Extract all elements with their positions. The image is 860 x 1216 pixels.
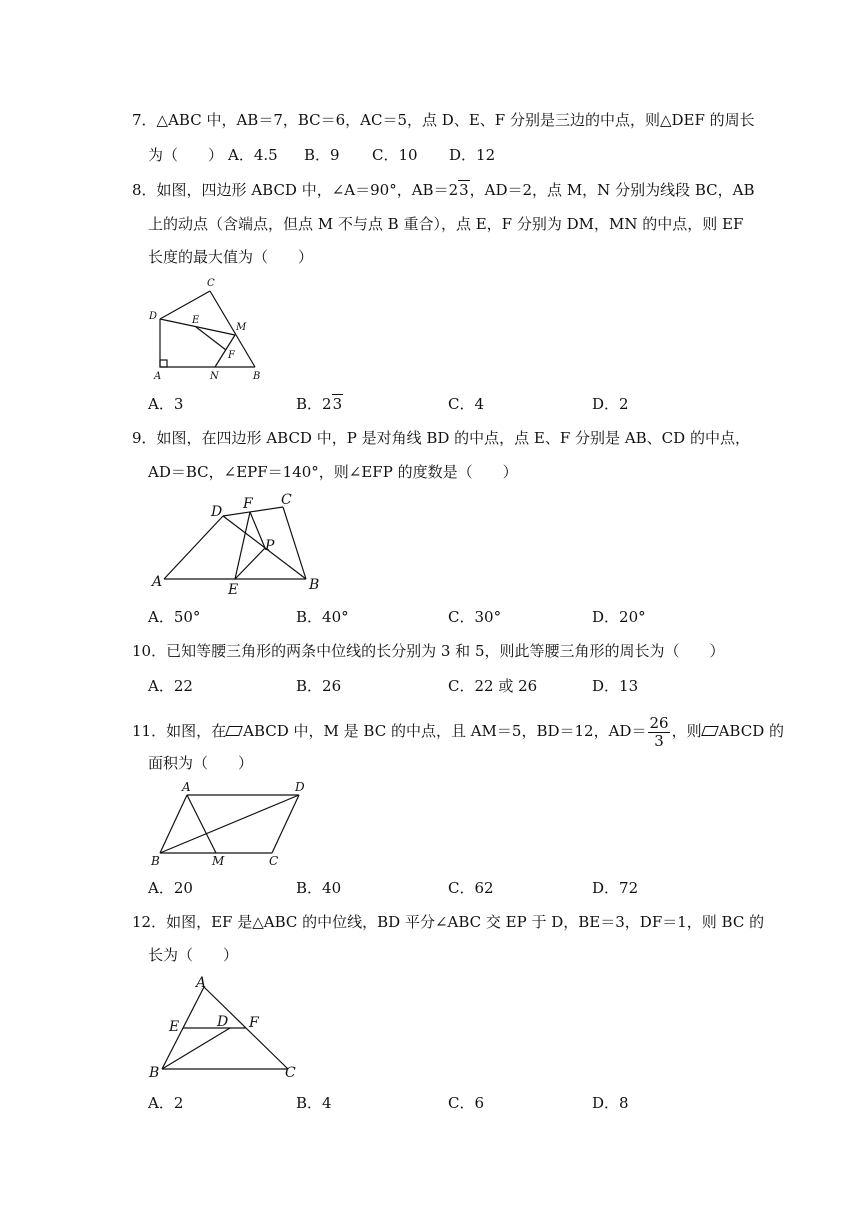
q7-option-b: B．9	[304, 146, 340, 164]
q12-option-d: D．8	[592, 1094, 629, 1112]
q11-label-m: M	[212, 854, 225, 868]
q9-option-c: C．30°	[448, 608, 502, 626]
q11-frac-num: 26	[649, 713, 669, 732]
q11-stem-line1	[132, 713, 784, 750]
q11-label-b: B	[151, 854, 160, 868]
q11-frac-den: 3	[654, 731, 664, 750]
q8-option-b: B．23	[296, 395, 343, 413]
q9-label-b: B	[309, 577, 320, 593]
q7-text-1: △ABC 中，AB＝7，BC＝6，AC＝5，点 D、E、F 分别是三边的中点，则△DEF 的周长	[156, 111, 755, 129]
q12-option-c: C．6	[448, 1094, 485, 1112]
q12-number: 12．	[132, 913, 167, 931]
q12-option-b: B．4	[296, 1094, 332, 1112]
q12-option-a: A．2	[148, 1094, 184, 1112]
q12-figure	[146, 975, 306, 1085]
q10-option-b: B．26	[296, 677, 342, 695]
q9-option-a: A．50°	[148, 608, 201, 626]
q9-label-f: F	[243, 496, 253, 512]
q8-option-d: D．2	[592, 395, 629, 413]
q8-label-c: C	[207, 278, 215, 289]
q12-stem-line1	[132, 912, 764, 932]
q11-fraction	[648, 715, 669, 750]
parallelogram-icon	[225, 726, 243, 736]
q12-stem-line2: 长为（ ）	[148, 946, 239, 964]
q11-text-1c: ，则	[671, 722, 702, 740]
q10-stem-line1	[132, 641, 725, 661]
q8-label-a: A	[154, 371, 162, 382]
q9-label-e: E	[228, 582, 239, 598]
q8-number: 8．	[132, 181, 157, 199]
q11-option-a: A．20	[148, 879, 193, 897]
q8-radicand: 3	[459, 181, 469, 199]
q9-label-d: D	[211, 504, 223, 520]
q9-figure	[148, 488, 328, 600]
q11-option-d: D．72	[592, 879, 639, 897]
q12-label-b: B	[149, 1065, 160, 1081]
q8-label-d: D	[149, 311, 158, 322]
q9-option-b: B．40°	[296, 608, 349, 626]
q8-option-a: A．3	[148, 395, 184, 413]
q8-stem-line3: 长度的最大值为（ ）	[148, 248, 314, 266]
q11-option-b: B．40	[296, 879, 342, 897]
q7-option-a: A．4.5	[228, 146, 278, 164]
q9-number: 9．	[132, 429, 157, 447]
q7-stem-line1	[132, 110, 755, 130]
q8-stem-line1	[132, 180, 754, 200]
q8-option-c: C．4	[448, 395, 485, 413]
q8-label-m: M	[236, 322, 247, 333]
parallelogram-icon	[701, 726, 719, 736]
q11-text-1d: ABCD 的	[718, 722, 784, 740]
q9-option-d: D．20°	[592, 608, 646, 626]
q7-stem-line2	[148, 145, 223, 165]
q9-stem-line1	[132, 428, 750, 448]
q7-option-d: D．12	[449, 146, 496, 164]
q11-figure	[146, 780, 316, 870]
q10-option-d: D．13	[592, 677, 639, 695]
q8-stem-line2: 上的动点（含端点，但点 M 不与点 B 重合），点 E，F 分别为 DM，MN 的中点，则 EF	[148, 215, 744, 233]
q8-label-e: E	[192, 315, 200, 326]
q9-label-p: P	[265, 538, 275, 554]
q11-text-1a: 如图，在	[166, 722, 227, 740]
q7-option-c: C．10	[372, 146, 418, 164]
q10-option-a: A．22	[148, 677, 193, 695]
q12-label-e: E	[169, 1019, 180, 1035]
q10-text-1: 已知等腰三角形的两条中位线的长分别为 3 和 5，则此等腰三角形的周长为（ ）	[166, 642, 725, 660]
q8-text-1b: ，AD＝2，点 M，N 分别为线段 BC，AB	[469, 181, 755, 199]
q11-option-c: C．62	[448, 879, 494, 897]
q12-label-f: F	[249, 1015, 259, 1031]
q11-label-a: A	[182, 780, 191, 794]
q9-label-a: A	[152, 574, 163, 590]
q7-text-2: 为（ ）	[148, 146, 224, 164]
q10-option-c: C．22 或 26	[448, 677, 538, 695]
q9-text-1: 如图，在四边形 ABCD 中，P 是对角线 BD 的中点，点 E、F 分别是 AB、CD 的中点，	[156, 429, 750, 447]
q8-label-n: N	[210, 371, 219, 382]
q8-label-f: F	[228, 350, 235, 361]
q12-label-a: A	[196, 975, 207, 991]
q11-label-d: D	[295, 780, 305, 794]
q9-stem-line2: AD＝BC，∠EPF＝140°，则∠EFP 的度数是（ ）	[148, 463, 518, 481]
q12-label-d: D	[217, 1014, 229, 1030]
q8-label-b: B	[253, 371, 261, 382]
q10-number: 10．	[132, 642, 167, 660]
q8-option-b-radicand: 3	[332, 395, 343, 413]
q11-number: 11．	[132, 722, 167, 740]
q9-label-c: C	[281, 492, 292, 508]
q7-number: 7．	[132, 111, 157, 129]
q8-figure	[140, 275, 270, 385]
q8-text-1a: 如图，四边形 ABCD 中，∠A＝90°，AB＝2	[156, 181, 459, 199]
q11-text-1b: ABCD 中，M 是 BC 的中点，且 AM＝5，BD＝12，AD＝	[243, 722, 647, 740]
q12-text-1: 如图，EF 是△ABC 的中位线，BD 平分∠ABC 交 EP 于 D，BE＝3，DF＝1，则 BC 的	[166, 913, 765, 931]
q12-label-c: C	[285, 1065, 296, 1081]
q11-stem-line2: 面积为（ ）	[148, 754, 254, 772]
q11-label-c: C	[269, 854, 279, 868]
